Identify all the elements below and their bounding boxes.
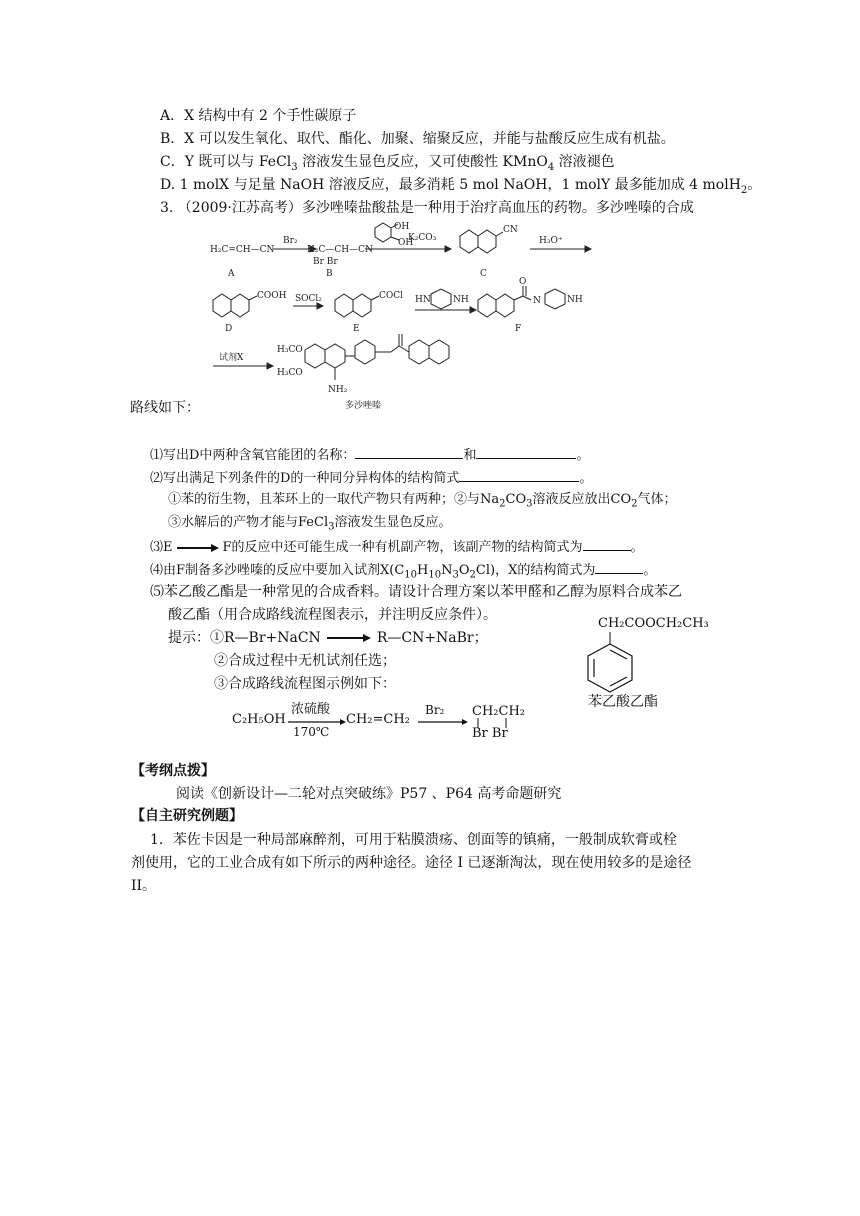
option-d-text-1: D. 1 molX 与足量 NaOH 溶液反应，最多消耗 5 mol NaOH，1 molY 最多能加成 4 molH: [160, 177, 741, 193]
sub-2: 2: [740, 184, 748, 196]
subquestion-5-line2: 酸乙酯（用合成路线流程图表示，并注明反应条件）。: [168, 607, 497, 623]
option-b: B．X 可以发生氧化、取代、酯化、加聚、缩聚反应，并能与盐酸反应生成有机盐。: [160, 131, 675, 147]
hint1-product: R—CN+NaBr；: [376, 630, 488, 646]
example-br2: Br₂: [425, 703, 445, 717]
label-e: E: [353, 324, 360, 334]
q4-text: ⑷由F制备多沙唑嗪的反应中要加入试剂X(C: [150, 563, 405, 578]
label-a: A: [228, 269, 235, 279]
reaction-arrow-icon: [177, 543, 219, 553]
example-1-line1: 1．苯佐卡因是一种局部麻醉剂，可用于粘膜溃疡、创面等的镇痛，一般制成软膏或栓: [150, 832, 677, 848]
condition-1-2: [168, 490, 677, 515]
ester-name: 苯乙酸乙酯: [588, 694, 658, 710]
hint-1: [168, 628, 488, 648]
option-c-text-2: 溶液发生显色反应，又可使酸性 KMnO: [297, 154, 548, 170]
cond1-co: CO: [505, 492, 527, 507]
cond3-text: ③水解后的产物才能与FeCl: [168, 515, 329, 530]
sub-2: 2: [469, 569, 476, 581]
cond1-co2: 溶液反应放出CO: [532, 492, 632, 507]
example-product: CH₂CH₂: [472, 704, 525, 719]
example-condition-bottom: 170℃: [293, 725, 330, 739]
group-cooh: COOH: [257, 291, 287, 301]
reagent-x: 试剂X: [219, 353, 244, 363]
synthesis-scheme: [195, 218, 740, 418]
sub-3: 3: [328, 521, 335, 533]
cond1-end: 气体；: [637, 492, 677, 507]
methoxy-1: H₃CO: [277, 345, 303, 355]
reading-note: 阅读《创新设计—二轮对点突破练》P57 、P64 高考命题研究: [176, 786, 562, 802]
catechol-oh-2: OH: [398, 238, 414, 248]
reaction-arrow-icon: [327, 633, 371, 643]
reagent-br2: Br₂: [283, 236, 298, 246]
route-label: 路线如下：: [130, 400, 200, 416]
option-a: A．X 结构中有 2 个手性碳原子: [160, 108, 357, 124]
q1-text: ⑴写出D中两种含氧官能团的名称：: [150, 448, 356, 463]
option-d-text-2: 。: [747, 177, 762, 193]
q4-o: O: [458, 563, 470, 578]
subquestion-3: [150, 536, 644, 558]
product-label: 多沙唑嗪: [345, 401, 382, 411]
option-d: [160, 175, 761, 201]
methoxy-2: H₃CO: [277, 368, 303, 378]
catechol-oh-1: OH: [394, 222, 410, 232]
option-c: [160, 152, 615, 178]
q3-end: 。: [630, 540, 644, 555]
sub-3: 3: [452, 569, 459, 581]
example-product-br: Br Br: [472, 726, 508, 741]
amide-n: N: [533, 296, 541, 306]
reagent-h3o: H₃O⁺: [539, 236, 563, 246]
example-1-line2: 剂使用，它的工业合成有如下所示的两种途径。途径 I 已逐渐淘汰，现在使用较多的是途径: [131, 855, 692, 871]
sub-10: 10: [428, 569, 442, 581]
q4-cl: Cl)，X的结构简式为: [475, 563, 596, 578]
example-intermediate: CH₂=CH₂: [346, 712, 410, 727]
cond3-end: 溶液发生显色反应。: [334, 515, 452, 530]
example-arrow-2-icon: [418, 719, 468, 725]
option-c-text-1: C．Y 既可以与 FeCl: [160, 154, 292, 170]
subquestion-2: [150, 467, 592, 489]
answer-blank-5[interactable]: [595, 559, 643, 574]
hint1-text: 提示：①R—Br+NaCN: [168, 630, 321, 646]
condition-3: [168, 513, 452, 538]
option-c-text-3: 溶液褪色: [554, 154, 615, 170]
sub-2: 2: [631, 498, 638, 510]
q4-h: H: [417, 563, 429, 578]
answer-blank-2[interactable]: [476, 444, 576, 459]
section-kaogang: 【考纲点拨】: [131, 763, 215, 779]
subquestion-5-line1: ⑸苯乙酸乙酯是一种常见的合成香料。请设计合理方案以苯甲醛和乙醇为原料合成苯乙: [150, 584, 682, 600]
hint-3: ③合成路线流程图示例如下：: [214, 676, 396, 692]
label-f: F: [515, 324, 522, 334]
terminal-nh: NH: [567, 295, 583, 305]
answer-blank-3[interactable]: [459, 467, 579, 482]
label-c: C: [480, 269, 487, 279]
q4-end: 。: [643, 563, 657, 578]
sub-3: 3: [526, 498, 533, 510]
label-d: D: [225, 324, 233, 334]
reagent-k2co3: K₂CO₃: [408, 233, 437, 243]
section-zizhu: 【自主研究例题】: [131, 808, 243, 824]
compound-b-br: Br Br: [313, 257, 338, 267]
benzene-ring-icon: [580, 632, 640, 694]
compound-b: H₂C—CH—CN: [307, 245, 373, 255]
piperazine-hn: HN: [415, 295, 431, 305]
q3-text: F的反应中还可能生成一种有机副产物，该副产物的结构简式为: [222, 540, 583, 555]
carbonyl-o: O: [519, 277, 527, 287]
question-3-intro: 3. （2009·江苏高考）多沙唑嗪盐酸盐是一种用于治疗高血压的药物。多沙唑嗪的合成: [160, 200, 694, 216]
example-start: C₂H₅OH: [232, 712, 286, 727]
piperazine-nh: NH: [453, 295, 469, 305]
example-condition-top: 浓硫酸: [291, 702, 331, 717]
q2-end: 。: [579, 471, 593, 486]
group-cocl: COCl: [379, 291, 404, 301]
q3-e: ⑶E: [150, 540, 173, 555]
cond1-text: ①苯的衍生物，且苯环上的一取代产物只有两种；②与Na: [168, 492, 500, 507]
reagent-socl2: SOCl₂: [295, 294, 322, 304]
sub-10: 10: [404, 569, 418, 581]
q2-text: ⑵写出满足下列条件的D的一种同分异构体的结构简式: [150, 471, 460, 486]
answer-blank-4[interactable]: [583, 536, 631, 551]
compound-a: H₂C=CH—CN: [210, 245, 275, 255]
answer-blank-1[interactable]: [355, 444, 463, 459]
sub-3: 3: [291, 161, 298, 173]
sub-2: 2: [499, 498, 506, 510]
q1-and: 和: [463, 448, 477, 463]
subquestion-1: [150, 444, 589, 466]
hint-2: ②合成过程中无机试剂任选；: [214, 653, 396, 669]
q4-n: N: [441, 563, 453, 578]
sub-4: 4: [547, 161, 555, 173]
group-cn: CN: [503, 225, 518, 235]
ester-formula: CH₂COOCH₂CH₃: [598, 616, 709, 631]
amino-nh2: NH₂: [328, 385, 348, 395]
q1-end: 。: [576, 448, 590, 463]
label-b: B: [326, 269, 333, 279]
example-1-line3: II。: [131, 878, 157, 894]
